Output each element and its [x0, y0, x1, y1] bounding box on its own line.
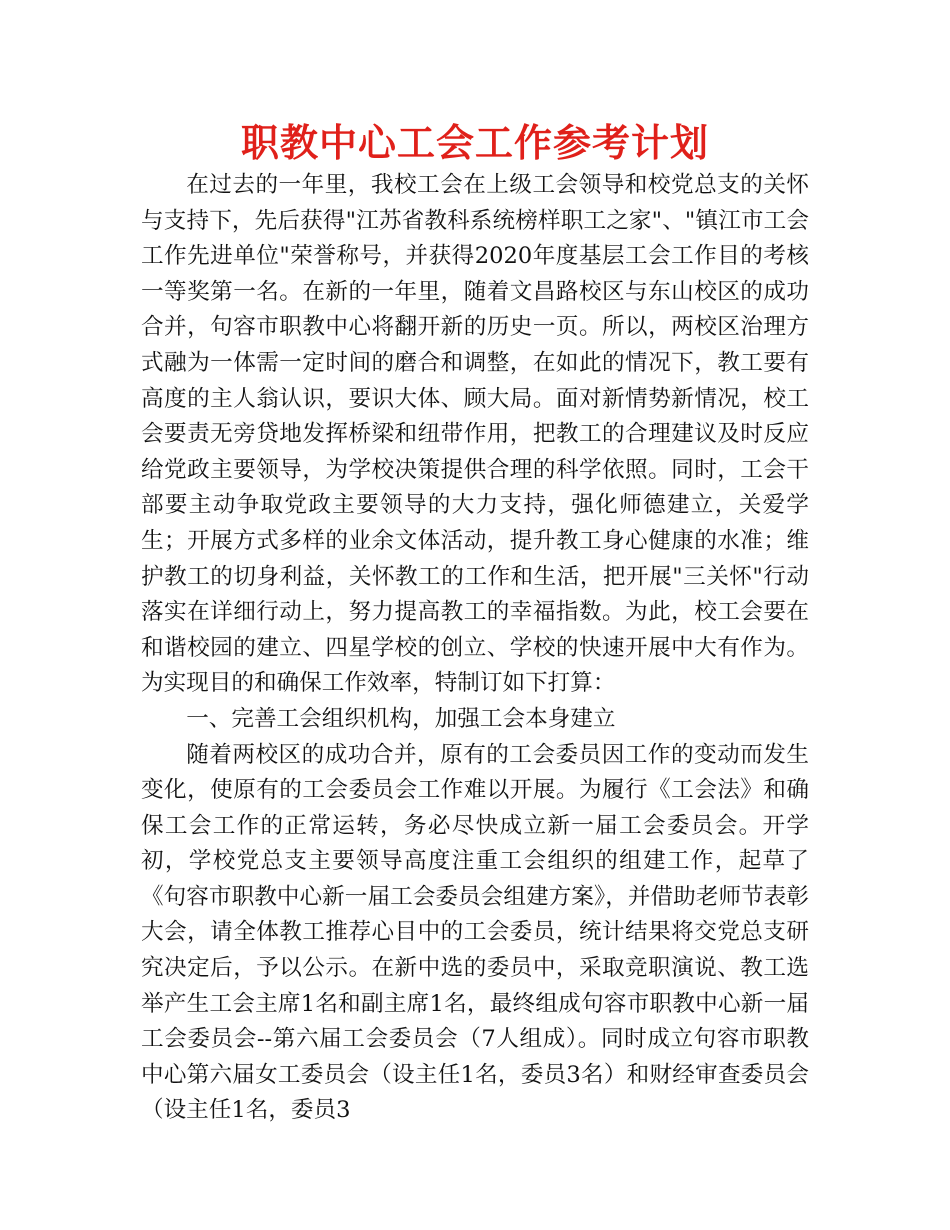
section-heading: 一、完善工会组织机构，加强工会本身建立: [186, 705, 616, 732]
document-page: [141, 118, 809, 1129]
intro-paragraph: 在过去的一年里，我校工会在上级工会领导和校党总支的关怀与支持下，先后获得"江苏省教科系统榜样职工之家"、"镇江市工会工作先进单位"荣誉称号，并获得2020年度基层工会工作目的考核一等奖第一名。在新的一年里，随着文昌路校区与东山校区的成功合并，句容市职教中心将翻开新的历史一页。所以，两校区治理方式融为一体需一定时间的磨合和调整，在如此的情况下，教工要有高度的主人翁认识，要识大体、顾大局。面对新情势新情况，校工会要责无旁贷地发挥桥梁和纽带作用，把教工的合理建议及时反应给党政主要领导，为学校决策提供合理的科学依照。同时，工会干部要主动争取党政主要领导的大力支持，强化师德建立，关爱学生；开展方式多样的业余文体活动，提升教工身心健康的水准；维护教工的切身利益，关怀教工的工作和生活，把开展"三关怀"行动落实在详细行动上，努力提高教工的幸福指数。为此，校工会要在和谐校园的建立、四星学校的创立、学校的快速开展中大有作为。为实现目的和确保工作效率，特制订如下打算：: [141, 172, 809, 697]
section-paragraph: 随着两校区的成功合并，原有的工会委员因工作的变动而发生变化，使原有的工会委员会工作难以开展。为履行《工会法》和确保工会工作的正常运转，务必尽快成立新一届工会委员会。开学初，学校党总支主要领导高度注重工会组织的组建工作，起草了《句容市职教中心新一届工会委员会组建方案》，并借助老师节表彰大会，请全体教工推荐心目中的工会委员，统计结果将交党总支研究决定后，予以公示。在新中选的委员中，采取竞职演说、教工选举产生工会主席1名和副主席1名，最终组成句容市职教中心新一届工会委员会--第六届工会委员会（7人组成）。同时成立句容市职教中心第六届女工委员会（设主任1名，委员3名）和财经审查委员会（设主任1名，委员3: [141, 741, 809, 1124]
document-title: 职教中心工会工作参考计划: [240, 120, 709, 165]
